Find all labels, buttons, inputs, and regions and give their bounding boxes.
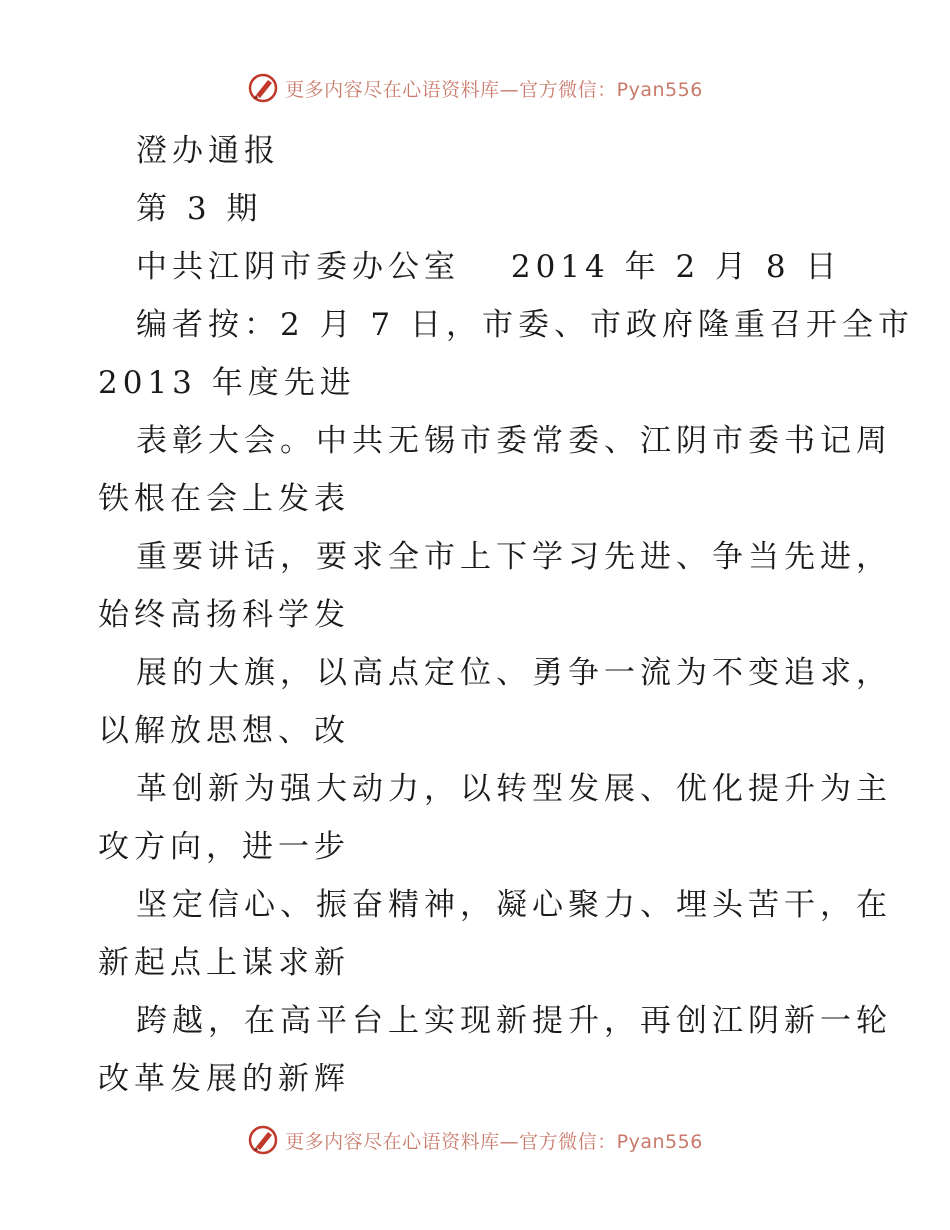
text-line: 攻方向，进一步 [98,829,350,865]
text-line: 展的大旗，以高点定位、勇争一流为不变追求， [136,655,892,691]
text-line: 2013 年度先进 [98,365,356,401]
text-line: 以解放思想、改 [98,713,350,749]
text-line: 坚定信心、振奋精神，凝心聚力、埋头苦干，在 [136,887,892,923]
pen-logo-icon [247,72,279,104]
text-line: 革创新为强大动力，以转型发展、优化提升为主 [136,771,892,807]
text-line: 重要讲话，要求全市上下学习先进、争当先进， [136,539,892,575]
text-line: 新起点上谋求新 [98,945,350,981]
watermark-text: 更多内容尽在心语资料库—官方微信：Pyan556 [285,78,703,101]
pen-logo-icon [247,1124,279,1156]
text-line: 表彰大会。中共无锡市委常委、江阴市委书记周 [136,423,892,459]
text-line: 编者按：2 月 7 日，市委、市政府隆重召开全市 [136,307,915,343]
text-line: 改革发展的新辉 [98,1061,350,1097]
text-line: 跨越，在高平台上实现新提升，再创江阴新一轮 [136,1003,892,1039]
text-line: 澄办通报 [136,133,280,169]
text-line: 第 3 期 [136,191,263,227]
watermark-header [0,72,950,104]
watermark-footer [0,1124,950,1156]
text-line: 始终高扬科学发 [98,597,350,633]
text-line: 铁根在会上发表 [98,481,350,517]
document-body [98,122,915,1108]
watermark-text: 更多内容尽在心语资料库—官方微信：Pyan556 [285,1130,703,1153]
text-line: 中共江阴市委办公室 2014 年 2 月 8 日 [136,249,842,285]
